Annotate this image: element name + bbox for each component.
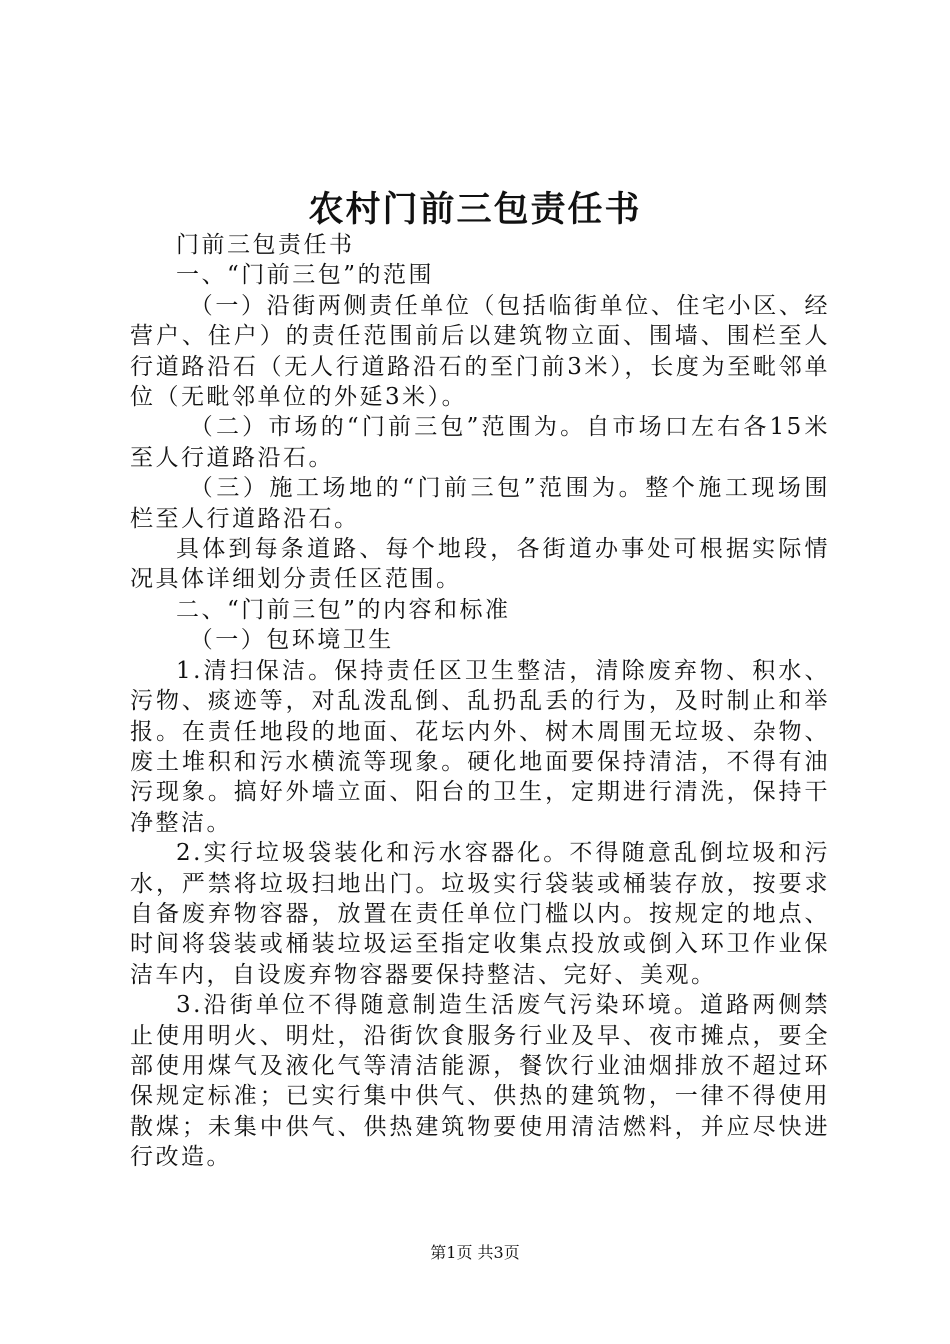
subsection-heading-sanitation: （一）包环境卫生 — [189, 627, 394, 654]
paragraph-item-1: 1.清扫保洁。保持责任区卫生整洁，清除废弃物、积水、污物、痰迹等，对乱泼乱倒、乱扔乱丢的行为，及时制止和举报。在责任地段的地面、花坛内外、树木周围无垃圾、杂物、废土堆积和污水横流等现象。硬化地面要保持清洁，不得有油污现象。搞好外墙立面、阳台的卫生，定期进行清洗，保持干净整洁。 — [130, 657, 830, 836]
paragraph-item-2: 2.实行垃圾袋装化和污水容器化。不得随意乱倒垃圾和污水，严禁将垃圾扫地出门。垃圾实行袋装或桶装存放，按要求自备废弃物容器，放置在责任单位门槛以内。按规定的地点、时间将袋装或桶装垃圾运至指定收集点投放或倒入环卫作业保洁车内，自设废弃物容器要保持整洁、完好、美观。 — [130, 840, 830, 988]
paragraph-heading: 门前三包责任书 — [176, 232, 355, 258]
paragraph-item-3: 3.沿街单位不得随意制造生活废气污染环境。道路两侧禁止使用明火、明灶，沿街饮食服务行业及早、夜市摊点，要全部使用煤气及液化气等清洁能源，餐饮行业油烟排放不超过环保规定标准；已实行集中供气、供热的建筑物，一律不得使用散煤；未集中供气、供热建筑物要使用清洁燃料，并应尽快进行改造。 — [130, 992, 830, 1171]
document-body — [130, 230, 830, 1173]
document-title: 农村门前三包责任书 — [308, 189, 642, 230]
paragraph-scope-1: （一）沿街两侧责任单位（包括临街单位、住宅小区、经营户、住户）的责任范围前后以建筑物立面、围墙、围栏至人行道路沿石（无人行道路沿石的至门前3米），长度为至毗邻单位（无毗邻单位的外延3米）。 — [130, 292, 830, 411]
page-number-footer: 第1页 共3页 — [430, 1243, 520, 1262]
paragraph-scope-detail: 具体到每条道路、每个地段，各街道办事处可根据实际情况具体详细划分责任区范围。 — [130, 536, 830, 593]
section-heading-content: 二、“门前三包”的内容和标准 — [176, 596, 511, 623]
section-heading-scope: 一、“门前三包”的范围 — [176, 262, 435, 289]
paragraph-scope-3: （三）施工场地的“门前三包”范围为。整个施工现场围栏至人行道路沿石。 — [130, 475, 830, 532]
paragraph-scope-2: （二）市场的“门前三包”范围为。自市场口左右各15米至人行道路沿石。 — [130, 414, 830, 471]
